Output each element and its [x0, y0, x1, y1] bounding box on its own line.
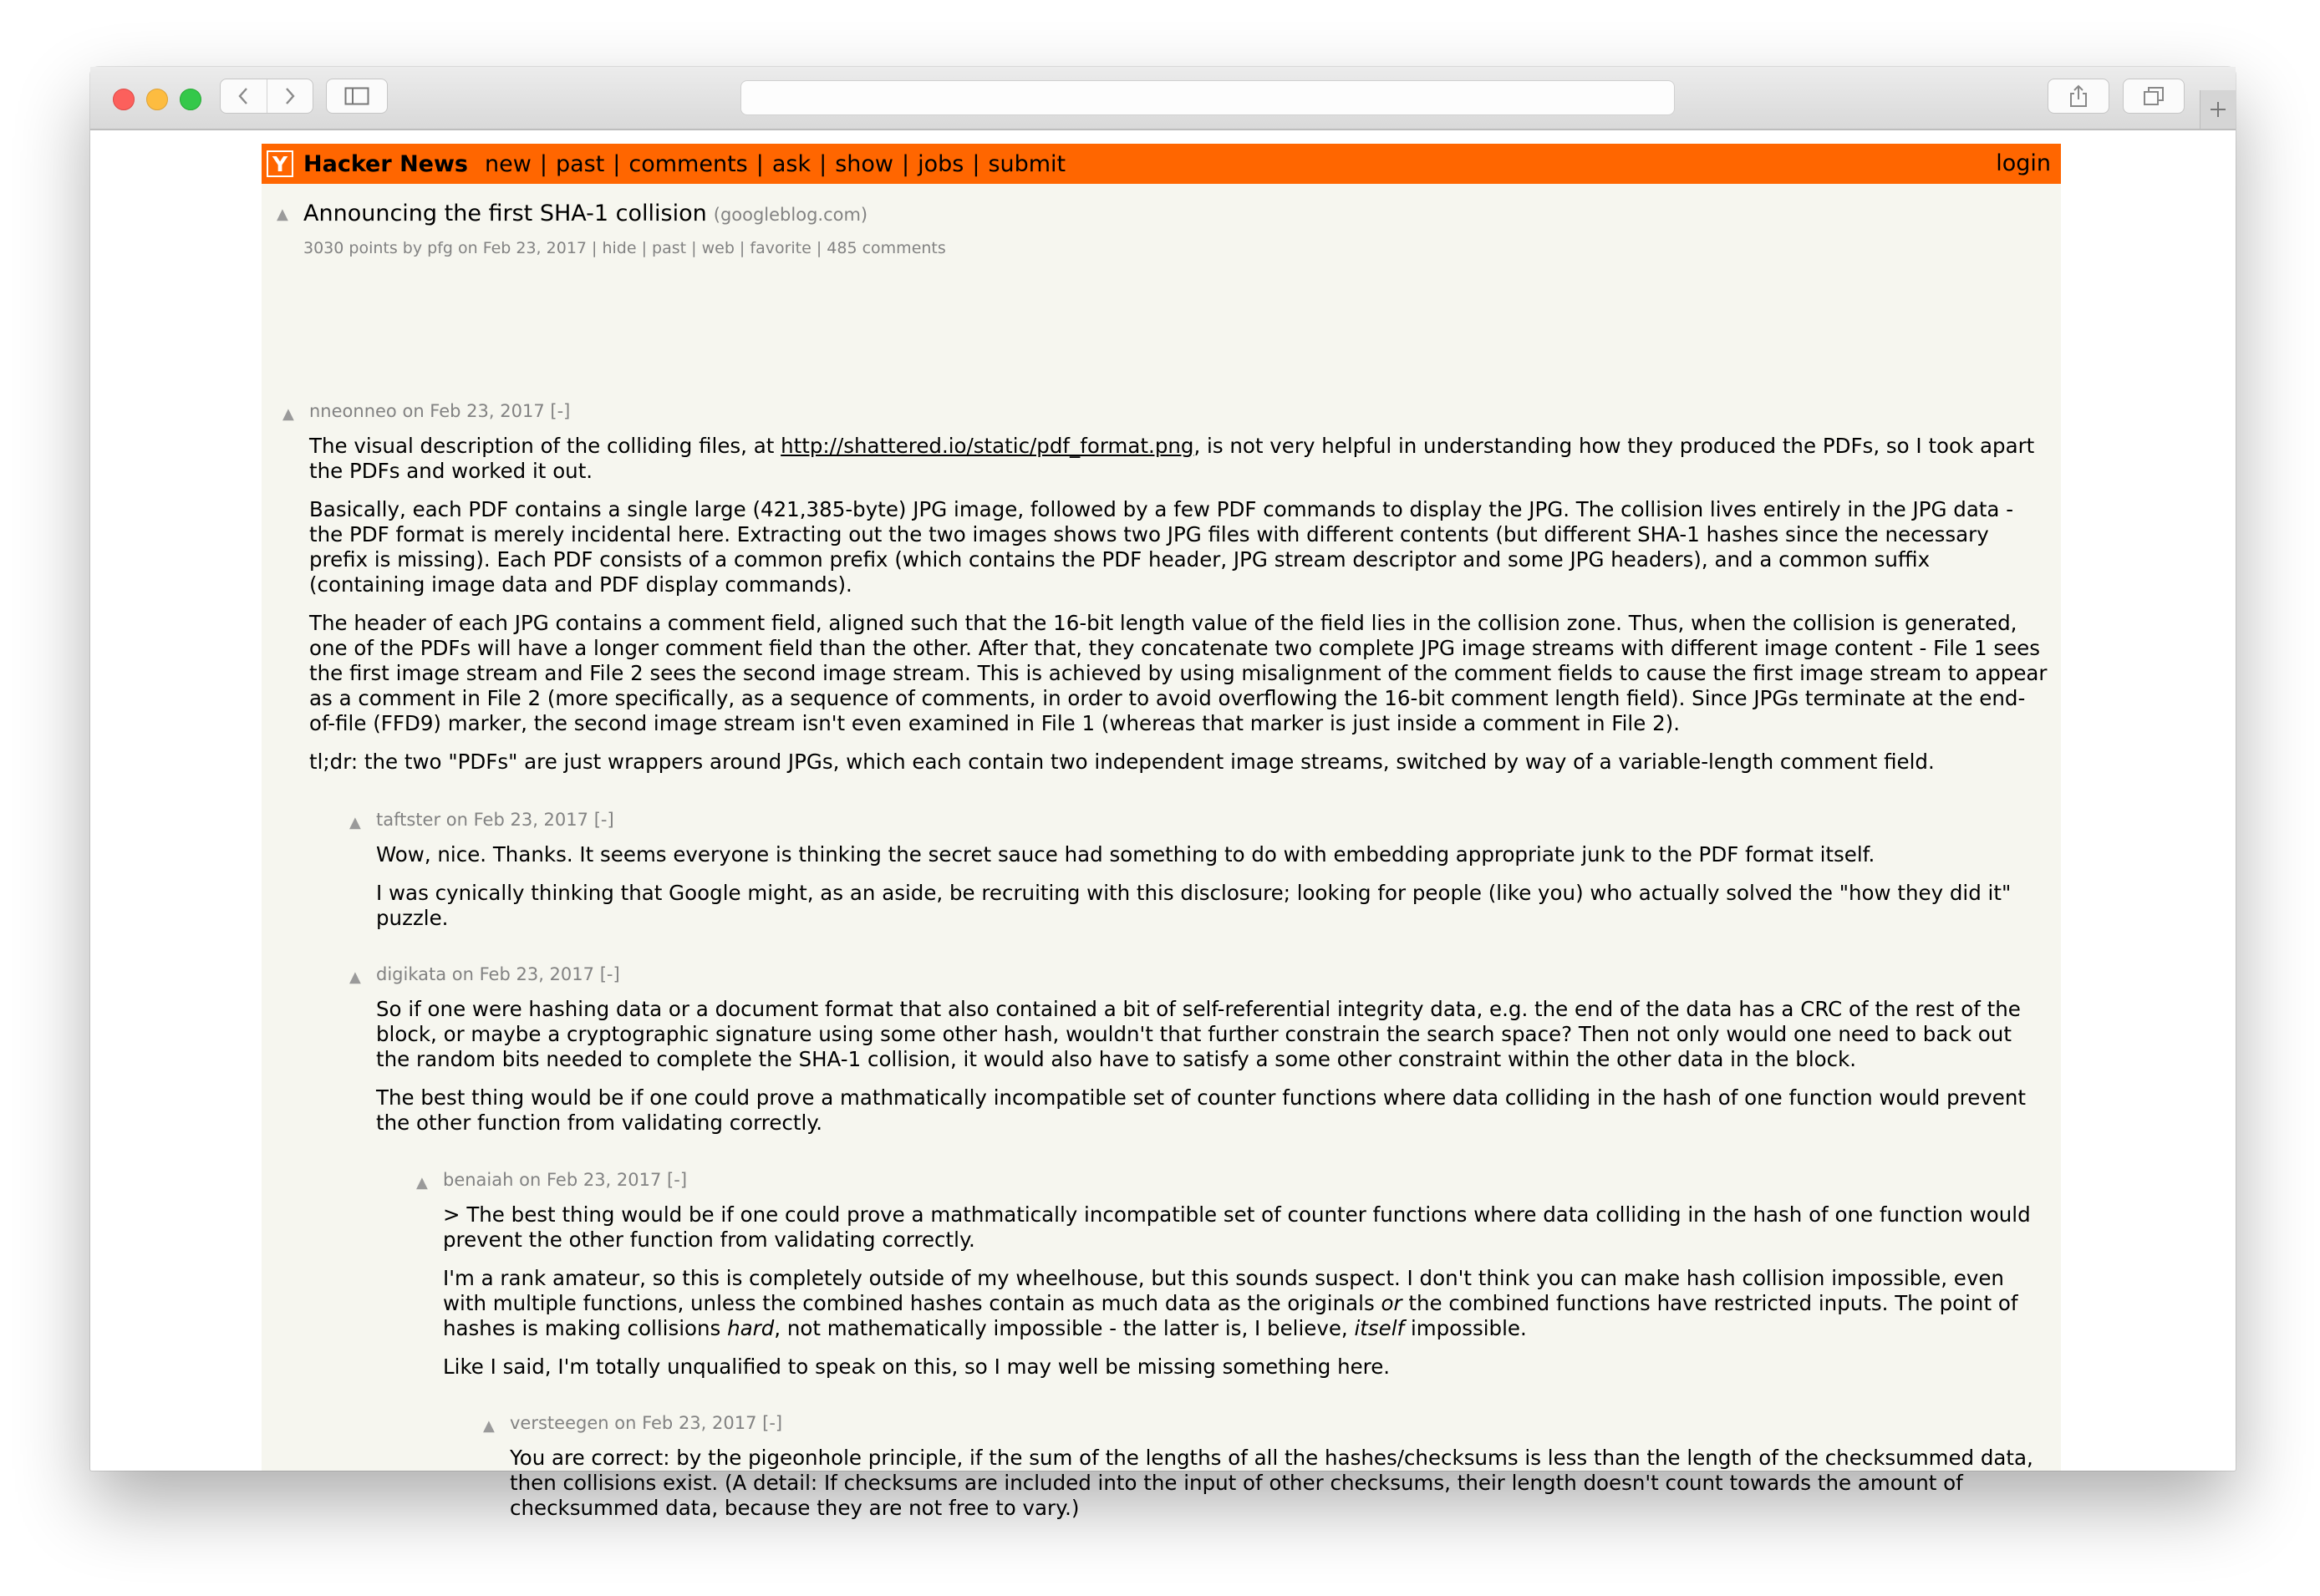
comment-date-link[interactable]: on Feb 23, 2017	[519, 1170, 662, 1190]
plus-icon	[2209, 100, 2227, 119]
story-web-link[interactable]: web	[701, 239, 735, 257]
login-link[interactable]: login	[1996, 150, 2051, 176]
comment-emphasis: itself	[1354, 1316, 1405, 1340]
tabs-overview-icon	[2143, 86, 2165, 106]
tabs-overview-button[interactable]	[2123, 79, 2185, 114]
collapse-toggle[interactable]: [-]	[550, 401, 571, 421]
comment-link[interactable]: http://shattered.io/static/pdf_format.png	[781, 434, 1194, 458]
top-nav	[485, 151, 1066, 177]
comment-date-link[interactable]: on Feb 23, 2017	[445, 810, 588, 830]
comment-header	[349, 963, 2048, 986]
comment-text	[376, 842, 2048, 931]
story-title-link[interactable]: Announcing the first SHA-1 collision	[303, 201, 707, 226]
comment-text-span: The visual description of the colliding files, at	[309, 434, 781, 458]
nav-past[interactable]: past	[555, 150, 605, 177]
upvote-arrow-icon[interactable]: ▲	[483, 1417, 495, 1435]
comment-date-link[interactable]: on Feb 23, 2017	[402, 401, 545, 421]
minimize-window-button[interactable]	[146, 89, 168, 110]
chevron-left-icon	[237, 86, 250, 106]
comment-user-link[interactable]: digikata	[376, 964, 447, 984]
nav-separator: |	[901, 150, 910, 177]
collapse-toggle[interactable]: [-]	[599, 964, 620, 984]
comment-paragraph: Wow, nice. Thanks. It seems everyone is thinking the secret sauce had something to do with embedding appropriate junk to the PDF format itself.	[376, 842, 1875, 867]
story-hide-link[interactable]: hide	[602, 239, 637, 257]
comment	[416, 1169, 2048, 1393]
nav-jobs[interactable]: jobs	[918, 150, 964, 177]
comment-emphasis: or	[1381, 1291, 1402, 1315]
comment-emphasis: hard	[727, 1316, 775, 1340]
comment-paragraph: So if one were hashing data or a document format that also contained a bit of self-referential integrity data, e.g. the end of the data has a CRC of the rest of the block, or maybe a cryptographic signature using some other hash, wouldn't that further constrain the search space? Then not only would one need to back out the random bits needed to complete the SHA-1 collision, it would also have to satisfy a some other constraint within the other data in the block.	[376, 997, 2021, 1071]
chevron-right-icon	[283, 86, 297, 106]
upvote-arrow-icon[interactable]: ▲	[349, 814, 361, 831]
zoom-window-button[interactable]	[180, 89, 201, 110]
comment-paragraph: You are correct: by the pigeonhole principle, if the sum of the lengths of all the hashes/checksums is less than the length of the checksummed data, then collisions exist. (A detail: If checksums are included into the input of other checksums, their length doesn't count towards the amount of checksummed data, because they are not free to vary.)	[510, 1446, 2033, 1520]
comment-paragraph	[443, 1266, 2048, 1341]
hn-brand-link[interactable]: Hacker News	[303, 150, 469, 177]
hn-logo[interactable]: Y	[267, 150, 293, 177]
story-past-link[interactable]: past	[652, 239, 687, 257]
comment-text	[376, 997, 2048, 1136]
comment-text	[510, 1446, 2048, 1521]
comment-paragraph: > The best thing would be if one could prove a mathmatically incompatible set of counter functions where data colliding in the hash of one function would prevent the other function from validating correctly.	[443, 1202, 2031, 1252]
comment-paragraph: tl;dr: the two "PDFs" are just wrappers around JPGs, which each contain two independent image streams, switched by way of a variable-length comment field.	[309, 750, 1935, 774]
comment	[483, 1412, 2048, 1534]
comment-paragraph: The best thing would be if one could prove a mathmatically incompatible set of counter functions where data colliding in the hash of one function would prevent the other function from validating correctly.	[376, 1085, 2026, 1135]
collapse-toggle[interactable]: [-]	[667, 1170, 688, 1190]
comment	[349, 963, 2048, 1149]
comment-paragraph: Like I said, I'm totally unqualified to speak on this, so I may well be missing something here.	[443, 1355, 1391, 1379]
comment-text	[443, 1202, 2048, 1380]
share-icon	[2068, 84, 2089, 108]
history-nav-group	[220, 79, 313, 114]
nav-ask[interactable]: ask	[771, 150, 811, 177]
nav-submit[interactable]: submit	[988, 150, 1066, 177]
comment-text-span: I'm a rank amateur, so this is completely outside of my wheelhouse, but this sounds suspect. I don't think you can make hash collision impossible, even with multiple functions, unless the combined hashes contain as much data as the originals	[443, 1266, 2004, 1315]
comment-header	[349, 809, 2048, 831]
upvote-arrow-icon[interactable]: ▲	[277, 206, 288, 223]
collapse-toggle[interactable]: [-]	[593, 810, 614, 830]
nav-show[interactable]: show	[835, 150, 893, 177]
comment-text-span: impossible.	[1404, 1316, 1527, 1340]
comment-paragraph: The header of each JPG contains a comment field, aligned such that the 16-bit length value of the field lies in the collision zone. Thus, when the collision is generated, one of the PDFs will have a longer comment field than the other. After that, they concatenate two complete JPG image streams with different image content - File 1 sees the first image stream and File 2 sees the second image stream. This is achieved by using misalignment of the comment fields to cause the first image stream to appear as a comment in File 2 (more specifically, as a sequence of comments, in order to avoid overflowing the 16-bit comment length field). Since JPGs terminate at the end-of-file (FFD9) marker, the second image stream isn't even examined in File 1 (whereas that marker is just inside a comment in File 2).	[309, 611, 2048, 735]
story-favorite-link[interactable]: favorite	[750, 239, 811, 257]
comment-text-span: , not mathematically impossible - the latter is, I believe,	[774, 1316, 1355, 1340]
comment-date-link[interactable]: on Feb 23, 2017	[451, 964, 594, 984]
comment-text-span: the combined functions have restricted inputs. The point of hashes is making collisions	[443, 1291, 2018, 1340]
upvote-arrow-icon[interactable]: ▲	[282, 405, 294, 423]
collapse-toggle[interactable]: [-]	[762, 1413, 783, 1433]
story-domain[interactable]: (googleblog.com)	[713, 205, 868, 225]
close-window-button[interactable]	[113, 89, 135, 110]
sidebar-icon	[344, 87, 369, 105]
story-points: 3030 points by	[303, 239, 423, 257]
comment-paragraph: Basically, each PDF contains a single large (421,385-byte) JPG image, followed by a few PDF commands to display the JPG. The collision lives entirely in the JPG data - the PDF format is merely incidental here. Extracting out the two images shows two JPG files with different contents (but different SHA-1 hashes since the necessary prefix is missing). Each PDF consists of a common prefix (which contains the PDF header, JPG stream descriptor and some JPG headers), and a common suffix (containing image data and PDF display commands).	[309, 497, 2014, 597]
browser-toolbar	[90, 67, 2236, 130]
nav-separator: |	[756, 150, 764, 177]
comment-text-span: , is not very helpful in understanding how they produced the PDFs, so I took apart the PDFs and worked it out.	[309, 434, 2035, 483]
hn-page	[262, 144, 2061, 1520]
nav-separator: |	[539, 150, 547, 177]
story-user-link[interactable]: pfg	[427, 239, 453, 257]
comment-paragraph	[309, 434, 2048, 484]
comment-user-link[interactable]: nneonneo	[309, 401, 397, 421]
comment-user-link[interactable]: taftster	[376, 810, 441, 830]
back-button[interactable]	[221, 79, 267, 113]
nav-new[interactable]: new	[485, 150, 532, 177]
comment-paragraph: I was cynically thinking that Google might, as an aside, be recruiting with this disclosure; looking for people (like you) who actually solved the "how they did it" puzzle.	[376, 881, 2012, 930]
comment	[282, 400, 2048, 788]
sidebar-button[interactable]	[326, 79, 388, 114]
nav-separator: |	[613, 150, 621, 177]
comment-header	[282, 400, 2048, 423]
new-tab-button[interactable]	[2200, 90, 2236, 129]
story-date-link[interactable]: on Feb 23, 2017	[458, 239, 587, 257]
browser-window	[90, 67, 2236, 1520]
nav-separator: |	[819, 150, 827, 177]
upvote-arrow-icon[interactable]: ▲	[416, 1174, 428, 1192]
comment-user-link[interactable]: benaiah	[443, 1170, 514, 1190]
upvote-arrow-icon[interactable]: ▲	[349, 968, 361, 986]
comment-user-link[interactable]: versteegen	[510, 1413, 609, 1433]
story-subtext: 3030 points by pfg on Feb 23, 2017 | hide | past | web | favorite | 485 comments	[303, 239, 946, 257]
comment-date-link[interactable]: on Feb 23, 2017	[614, 1413, 757, 1433]
story-titleline	[278, 201, 867, 226]
nav-comments[interactable]: comments	[628, 150, 748, 177]
address-bar[interactable]	[740, 80, 1675, 115]
comment-text	[309, 434, 2048, 775]
hn-header	[262, 144, 2061, 184]
comment-header	[483, 1412, 2048, 1435]
forward-button[interactable]	[267, 79, 313, 113]
nav-separator: |	[972, 150, 980, 177]
comment	[349, 809, 2048, 944]
share-button[interactable]	[2048, 79, 2109, 114]
comment-header	[416, 1169, 2048, 1192]
story-comments-link[interactable]: 485 comments	[827, 239, 946, 257]
